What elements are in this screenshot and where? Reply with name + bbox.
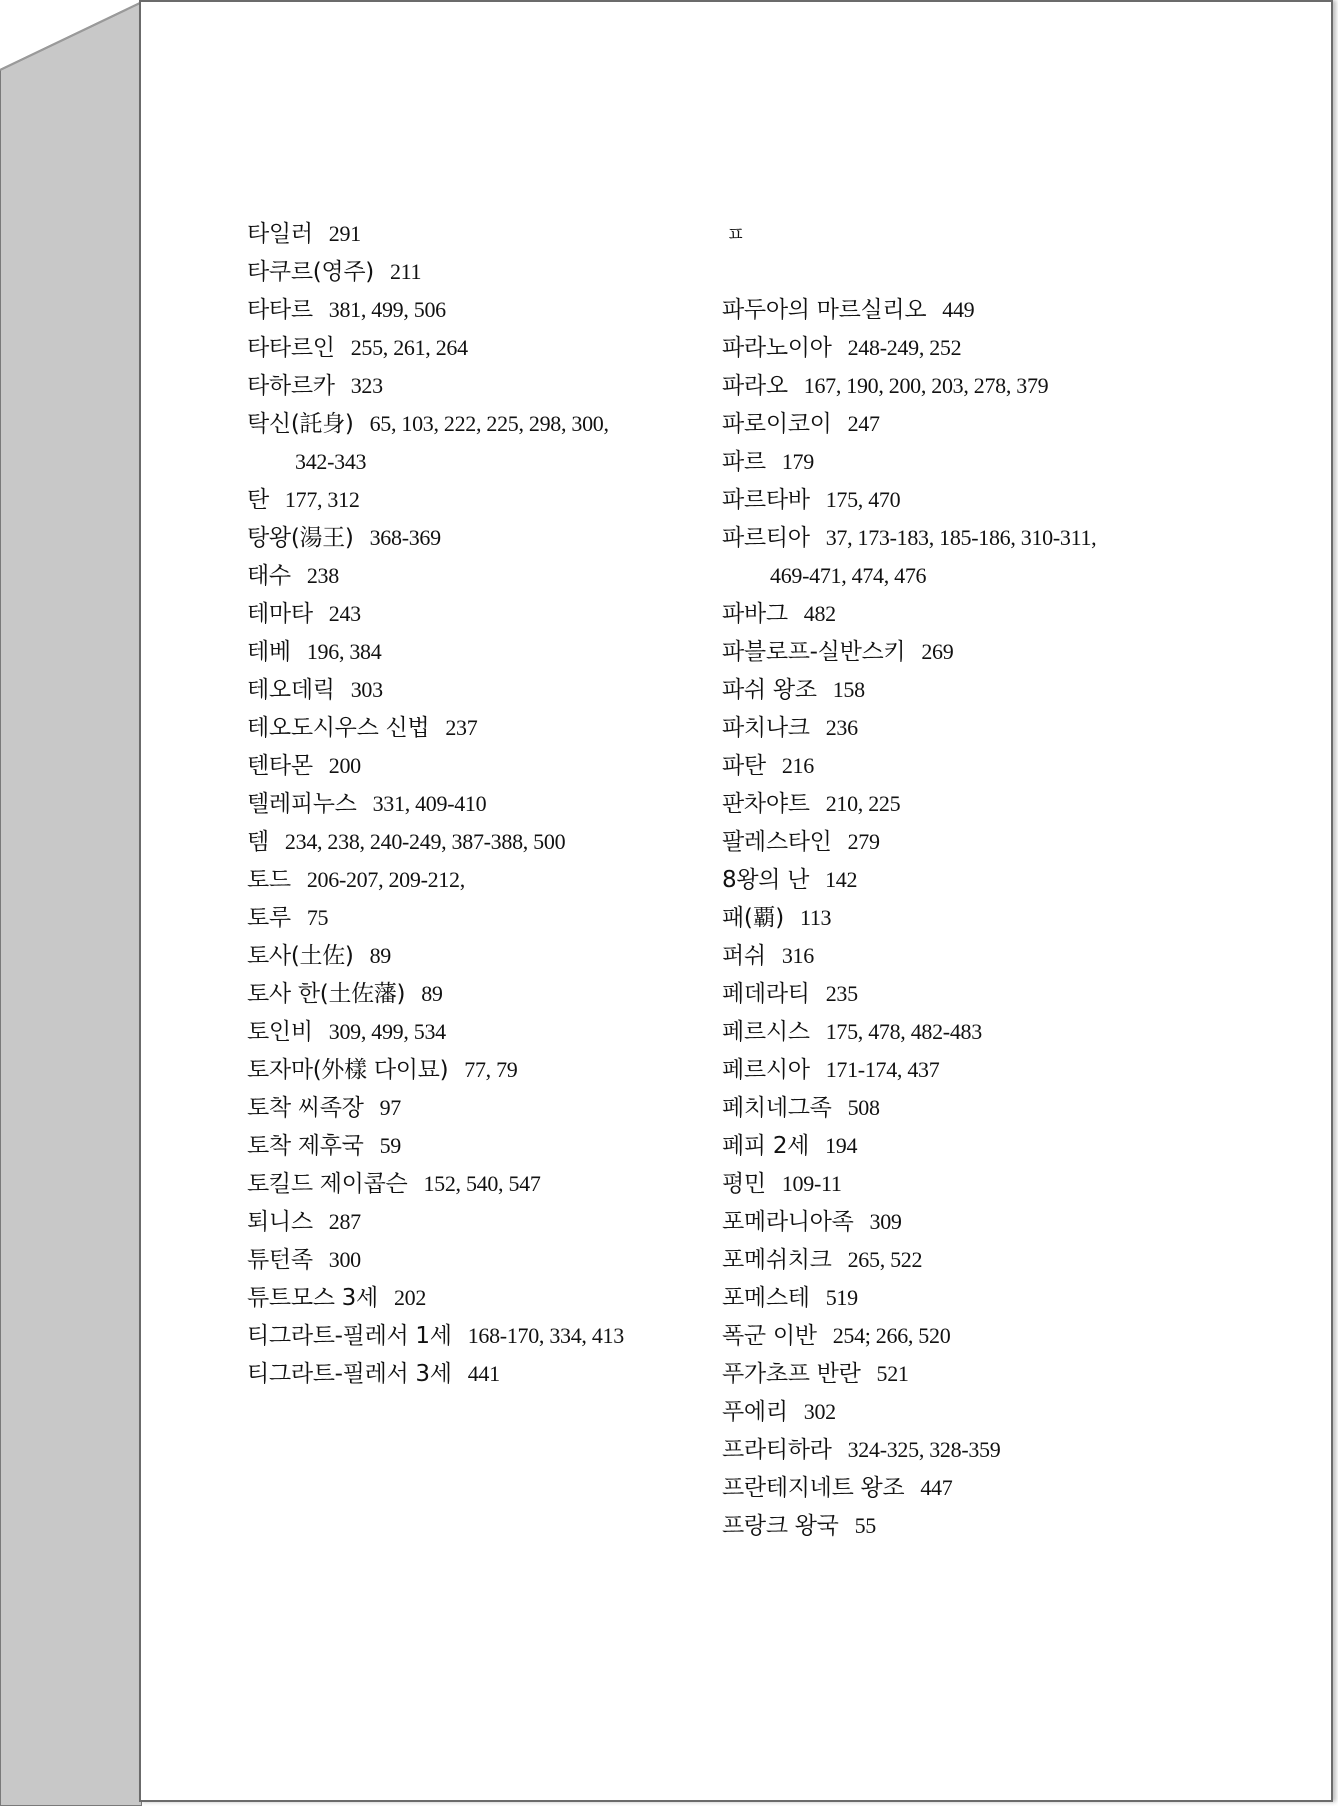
index-page-numbers: 77, 79	[464, 1057, 518, 1082]
index-page-numbers: 519	[825, 1285, 858, 1310]
index-page-numbers: 175, 470	[825, 487, 901, 512]
index-page-numbers: 449	[942, 297, 975, 322]
index-entry	[722, 1317, 1096, 1355]
index-page-numbers: 109-11	[781, 1171, 842, 1196]
index-page-numbers: 175, 478, 482-483	[825, 1019, 982, 1044]
index-term: 토사(土佐)	[247, 943, 354, 969]
index-entry	[247, 557, 624, 595]
index-entry	[247, 671, 624, 709]
index-term: 토착 제후국	[247, 1133, 364, 1159]
index-page-numbers: 381, 499, 506	[328, 297, 446, 322]
index-entry	[722, 329, 1096, 367]
index-term: 포메라니아족	[722, 1209, 854, 1235]
index-term: 폭군 이반	[722, 1323, 817, 1349]
index-page-numbers: 59	[379, 1133, 402, 1158]
index-entry	[722, 1431, 1096, 1469]
index-entry	[247, 1355, 624, 1393]
index-term: 프라티하라	[722, 1437, 832, 1463]
index-page-numbers: 168-170, 334, 413	[467, 1323, 624, 1348]
index-page-numbers: 235	[825, 981, 858, 1006]
index-entry	[247, 975, 624, 1013]
index-entry	[247, 899, 624, 937]
index-term: 태수	[247, 563, 291, 589]
index-entry	[722, 785, 1096, 823]
index-entry	[722, 747, 1096, 785]
index-page-numbers: 237	[445, 715, 478, 740]
index-entry	[722, 937, 1096, 975]
index-entry	[247, 937, 624, 975]
index-entry	[722, 1393, 1096, 1431]
index-entry	[722, 671, 1096, 709]
index-entry	[247, 367, 624, 405]
index-page-numbers: 75	[306, 905, 329, 930]
index-term: 평민	[722, 1171, 766, 1197]
index-term: 파르	[722, 449, 766, 475]
index-page-numbers: 247	[847, 411, 880, 436]
index-entry	[722, 633, 1096, 671]
index-page-numbers: 171-174, 437	[825, 1057, 940, 1082]
index-term: 타일러	[247, 221, 313, 247]
index-page-numbers: 255, 261, 264	[350, 335, 468, 360]
index-term: 푸에리	[722, 1399, 788, 1425]
index-entry	[247, 823, 624, 861]
index-page-numbers: 177, 312	[284, 487, 360, 512]
index-entry	[722, 1355, 1096, 1393]
index-page-numbers: 254; 266, 520	[832, 1323, 951, 1348]
index-entry	[247, 1317, 624, 1355]
index-page-numbers: 482	[803, 601, 836, 626]
index-page-numbers: 89	[421, 981, 443, 1006]
index-page-numbers: 287	[328, 1209, 361, 1234]
index-entry	[722, 595, 1096, 633]
index-entry	[247, 785, 624, 823]
index-term: 타쿠르(영주)	[247, 259, 374, 285]
index-term: 페르시스	[722, 1019, 810, 1045]
index-page-numbers: 300	[328, 1247, 361, 1272]
index-column-right	[722, 215, 1096, 1545]
index-term: 패(覇)	[722, 905, 784, 931]
index-page-numbers: 238	[306, 563, 339, 588]
index-entry-continuation	[247, 443, 624, 481]
index-term: 토사 한(土佐藩)	[247, 981, 406, 1007]
index-page-numbers: 65, 103, 222, 225, 298, 300,	[369, 411, 609, 436]
index-entry	[722, 443, 1096, 481]
index-page-numbers: 202	[393, 1285, 427, 1310]
index-term: 튜턴족	[247, 1247, 313, 1273]
index-term: 테오도시우스 신법	[247, 715, 430, 741]
index-page-numbers: 447	[920, 1475, 953, 1500]
index-page-numbers: 200	[328, 753, 361, 778]
index-page-numbers: 97	[379, 1095, 402, 1120]
index-page-numbers: 316	[781, 943, 814, 968]
index-entry	[722, 519, 1096, 557]
index-page-numbers: 309, 499, 534	[328, 1019, 446, 1044]
index-term: 포메스테	[722, 1285, 810, 1311]
index-entry	[722, 1507, 1096, 1545]
index-term: 포메쉬치크	[722, 1247, 832, 1273]
index-term: 테마타	[247, 601, 313, 627]
index-entry	[247, 1241, 624, 1279]
index-entry	[722, 1241, 1096, 1279]
index-term: 파치나크	[722, 715, 810, 741]
index-entry	[247, 519, 624, 557]
section-heading: ㅍ	[726, 222, 746, 246]
index-entry	[247, 1089, 624, 1127]
index-term: 페피 2세	[722, 1133, 810, 1159]
index-term: 티그라트-필레서 3세	[247, 1361, 452, 1387]
index-entry	[247, 709, 624, 747]
index-term: 파두아의 마르실리오	[722, 297, 927, 323]
index-term: 파르타바	[722, 487, 810, 513]
index-term: 파라노이아	[722, 335, 832, 361]
index-entry	[722, 1203, 1096, 1241]
index-entry	[247, 215, 624, 253]
index-page-numbers: 167, 190, 200, 203, 278, 379	[803, 373, 1049, 398]
index-term: 8왕의 난	[722, 867, 810, 893]
index-entry	[722, 1089, 1096, 1127]
index-term: 테베	[247, 639, 291, 665]
index-term: 페데라티	[722, 981, 810, 1007]
index-entry-continuation	[722, 557, 1096, 595]
index-entry	[722, 1279, 1096, 1317]
index-page-numbers: 469-471, 474, 476	[770, 563, 927, 588]
index-page-numbers: 216	[781, 753, 814, 778]
index-entry	[722, 1051, 1096, 1089]
index-page-numbers: 309	[869, 1209, 902, 1234]
index-term: 튜트모스 3세	[247, 1285, 378, 1311]
index-page-numbers: 179	[781, 449, 814, 474]
index-entry	[722, 291, 1096, 329]
index-term: 퍼쉬	[722, 943, 766, 969]
index-term: 파쉬 왕조	[722, 677, 817, 703]
index-entry	[247, 1127, 624, 1165]
index-entry	[722, 709, 1096, 747]
index-term: 토킬드 제이콥슨	[247, 1171, 408, 1197]
index-term: 테오데릭	[247, 677, 335, 703]
index-entry	[722, 481, 1096, 519]
index-entry	[247, 291, 624, 329]
index-term: 토착 씨족장	[247, 1095, 364, 1121]
index-term: 퇴니스	[247, 1209, 313, 1235]
index-entry	[247, 405, 624, 443]
index-entry	[247, 861, 624, 899]
index-page-numbers: 234, 238, 240-249, 387-388, 500	[284, 829, 566, 854]
index-term: 탄	[247, 487, 269, 513]
index-entry	[722, 1165, 1096, 1203]
index-term: 판차야트	[722, 791, 810, 817]
index-page-numbers: 194	[825, 1133, 858, 1158]
index-page-numbers: 291	[328, 221, 361, 246]
index-page-numbers: 331, 409-410	[372, 791, 487, 816]
index-term: 페치네그족	[722, 1095, 832, 1121]
index-term: 프랑크 왕국	[722, 1513, 839, 1539]
index-entry	[722, 975, 1096, 1013]
index-column-left	[247, 215, 624, 1393]
index-term: 타하르카	[247, 373, 335, 399]
index-term: 파블로프-실반스키	[722, 639, 906, 665]
index-entry	[247, 1279, 624, 1317]
index-entry	[247, 1013, 624, 1051]
index-entry	[722, 861, 1096, 899]
index-entry	[247, 633, 624, 671]
index-page-numbers: 279	[847, 829, 880, 854]
index-page-numbers: 142	[825, 867, 858, 892]
index-entry	[247, 481, 624, 519]
index-entry	[247, 747, 624, 785]
index-page-numbers: 323	[350, 373, 383, 398]
index-entry	[247, 329, 624, 367]
index-entry	[722, 1127, 1096, 1165]
index-entry	[247, 1203, 624, 1241]
index-entry	[247, 1051, 624, 1089]
index-page-numbers: 196, 384	[306, 639, 382, 664]
index-entry	[722, 367, 1096, 405]
index-page-numbers: 89	[369, 943, 391, 968]
index-term: 토드	[247, 867, 291, 893]
index-term: 파로이코이	[722, 411, 832, 437]
index-page-numbers: 55	[854, 1513, 877, 1538]
index-term: 푸가초프 반란	[722, 1361, 861, 1387]
index-page-numbers: 324-325, 328-359	[847, 1437, 1001, 1462]
index-page-numbers: 441	[467, 1361, 500, 1386]
index-page-numbers: 303	[350, 677, 383, 702]
index-page-numbers: 158	[832, 677, 865, 702]
index-page-numbers: 152, 540, 547	[423, 1171, 541, 1196]
book-spine	[0, 0, 142, 1806]
index-term: 토인비	[247, 1019, 313, 1045]
index-page-numbers: 236	[825, 715, 858, 740]
index-term: 템	[247, 829, 269, 855]
index-term: 티그라트-필레서 1세	[247, 1323, 452, 1349]
index-page-numbers: 508	[847, 1095, 880, 1120]
index-page-numbers: 342-343	[295, 449, 367, 474]
index-term: 팔레스타인	[722, 829, 832, 855]
index-page-numbers: 248-249, 252	[847, 335, 962, 360]
index-term: 텐타몬	[247, 753, 313, 779]
index-entry	[722, 1013, 1096, 1051]
index-term: 파바그	[722, 601, 788, 627]
index-term: 프란테지네트 왕조	[722, 1475, 905, 1501]
index-entries-right	[722, 291, 1096, 1545]
index-entry	[247, 1165, 624, 1203]
index-term: 파르티아	[722, 525, 810, 551]
index-term: 파탄	[722, 753, 766, 779]
index-page-numbers: 243	[328, 601, 361, 626]
index-page	[139, 0, 1333, 1802]
index-page-numbers: 113	[799, 905, 832, 930]
index-term: 토자마(外樣 다이묘)	[247, 1057, 449, 1083]
index-page-numbers: 211	[389, 259, 422, 284]
index-entry	[722, 823, 1096, 861]
index-page-numbers: 269	[921, 639, 954, 664]
index-page-numbers: 302	[803, 1399, 836, 1424]
index-term: 타타르	[247, 297, 313, 323]
index-entry	[722, 1469, 1096, 1507]
index-term: 텔레피누스	[247, 791, 357, 817]
index-term: 파라오	[722, 373, 788, 399]
index-term: 토루	[247, 905, 291, 931]
index-page-numbers: 368-369	[369, 525, 441, 550]
index-entry	[722, 405, 1096, 443]
index-page-numbers: 206-207, 209-212,	[306, 867, 465, 892]
index-term: 페르시아	[722, 1057, 810, 1083]
index-page-numbers: 521	[876, 1361, 909, 1386]
index-entry	[247, 595, 624, 633]
index-term: 타타르인	[247, 335, 335, 361]
index-term: 탕왕(湯王)	[247, 525, 354, 551]
index-entry	[247, 253, 624, 291]
index-page-numbers: 265, 522	[847, 1247, 923, 1272]
index-entry	[722, 899, 1096, 937]
index-page-numbers: 37, 173-183, 185-186, 310-311,	[825, 525, 1097, 550]
index-page-numbers: 210, 225	[825, 791, 901, 816]
index-term: 탁신(託身)	[247, 411, 354, 437]
